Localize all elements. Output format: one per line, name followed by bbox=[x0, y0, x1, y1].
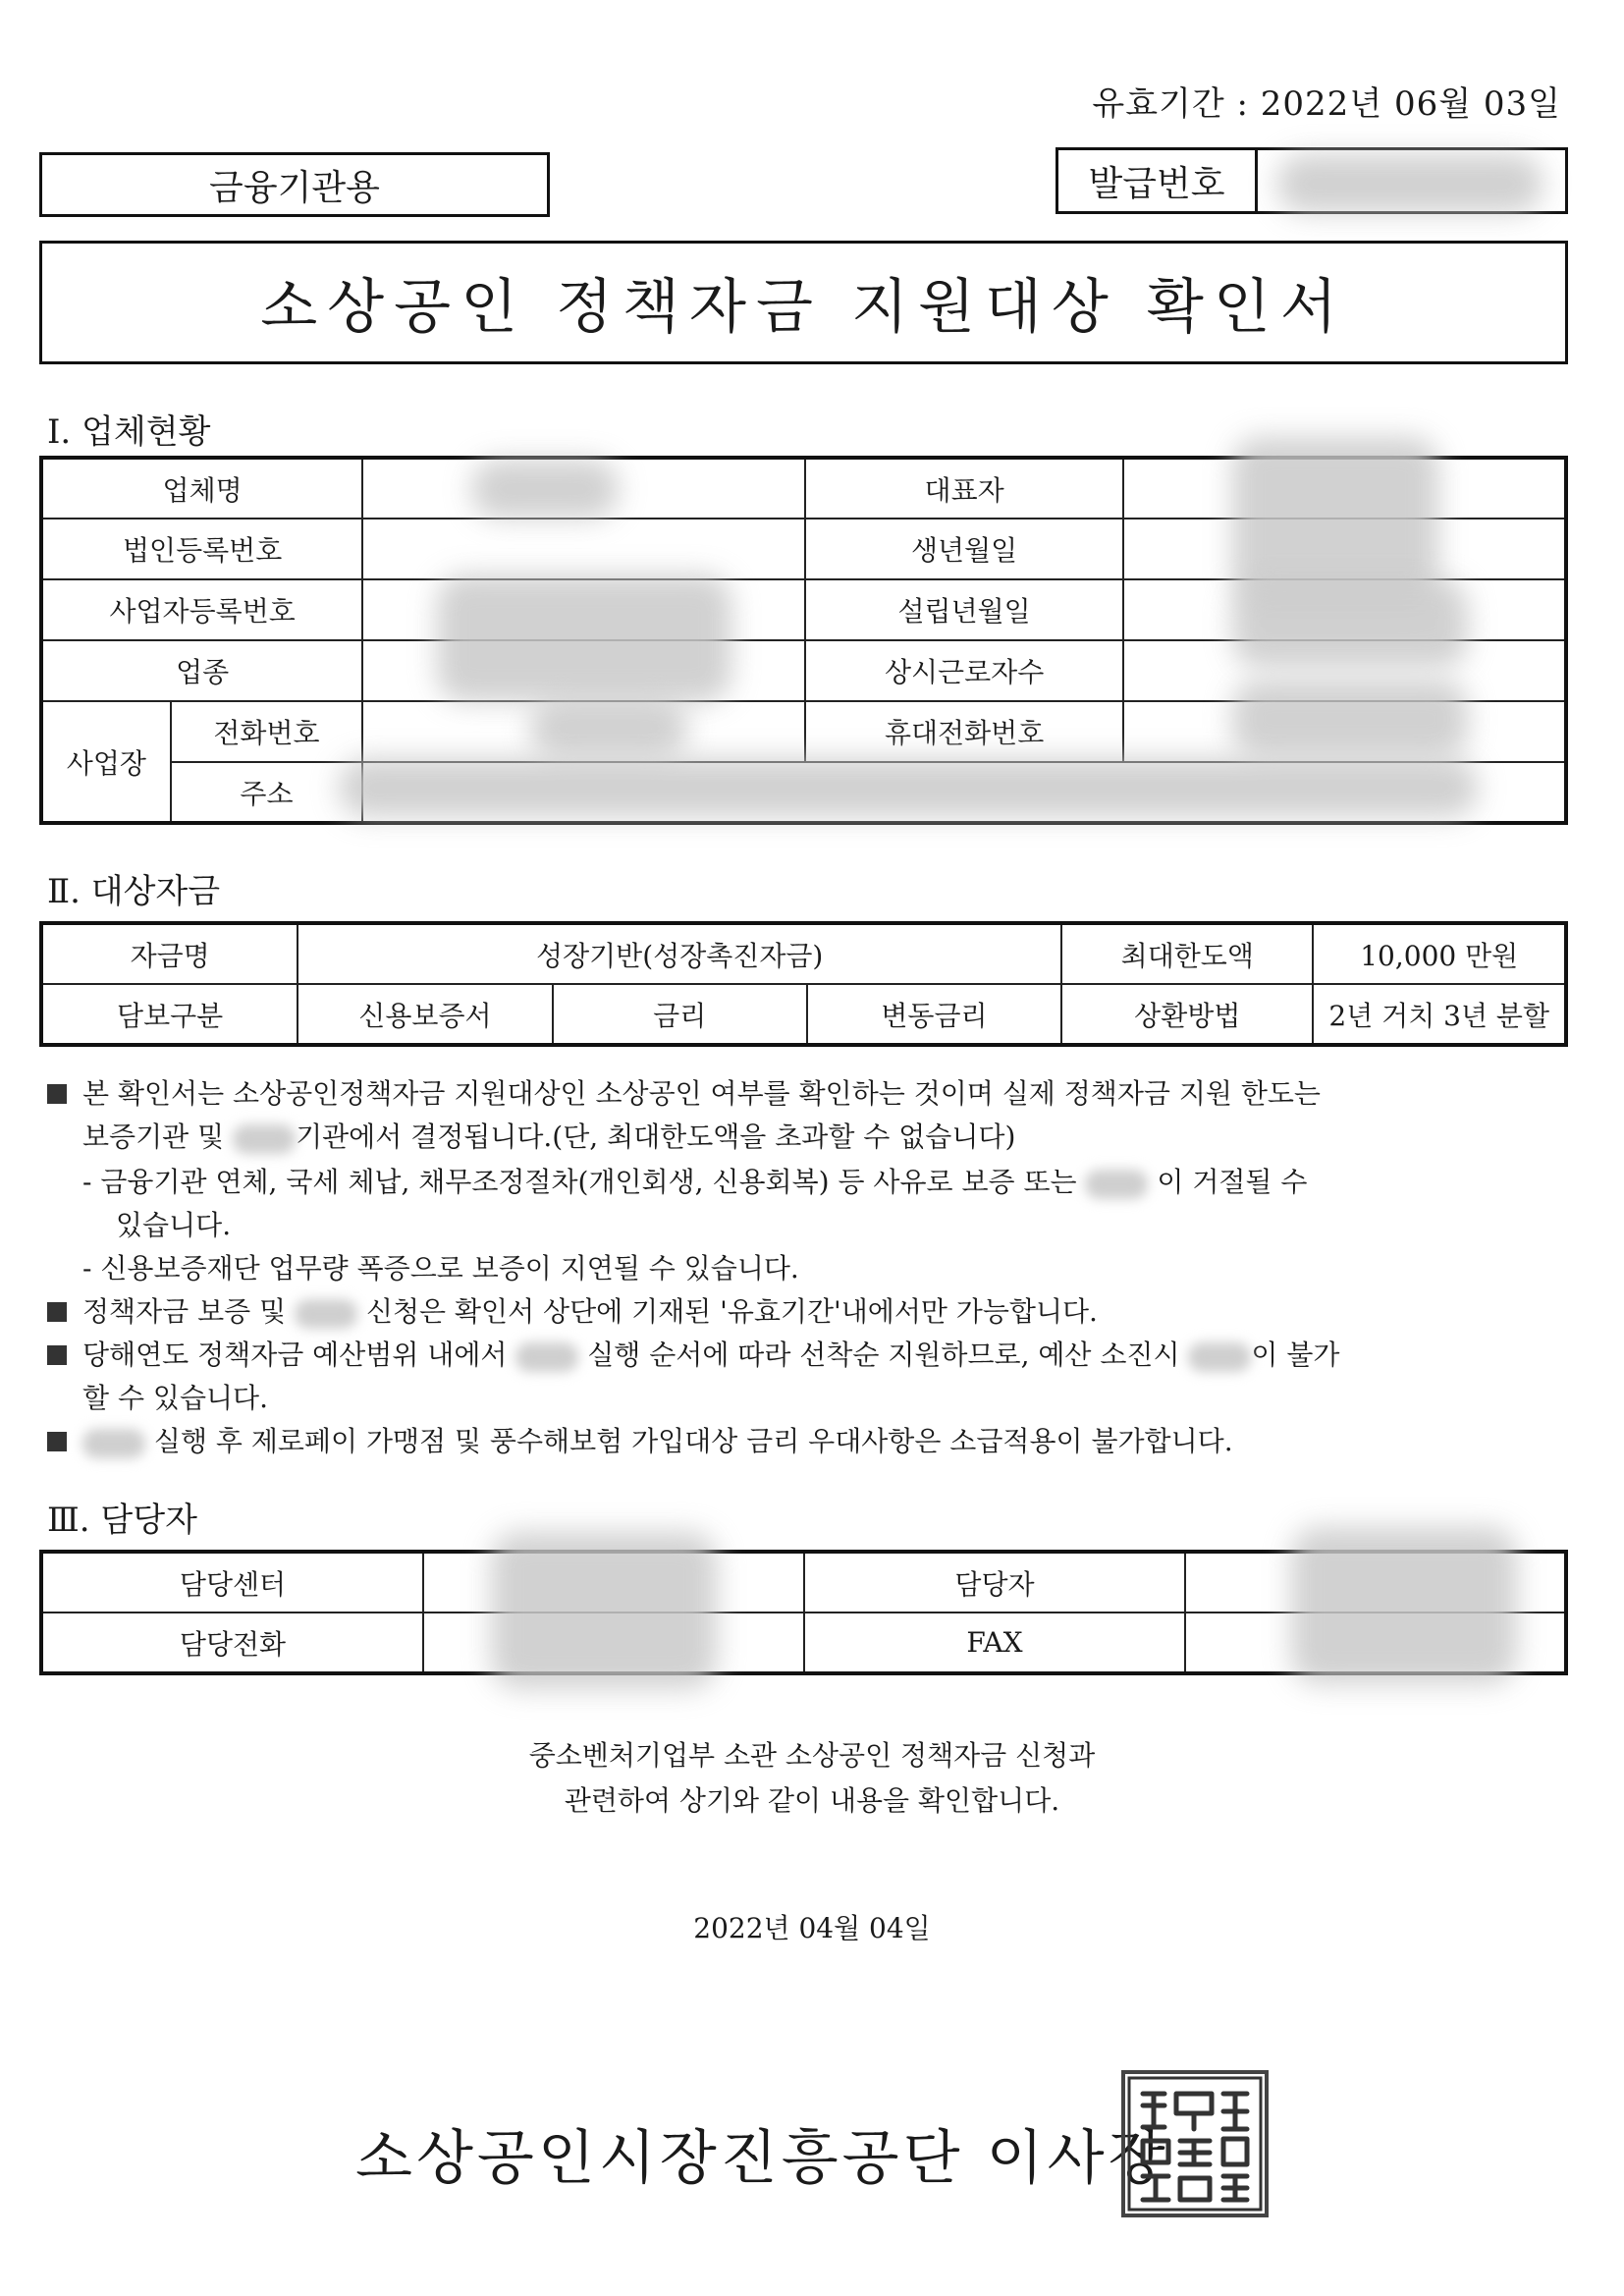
manager-label: 담당자 bbox=[804, 1552, 1185, 1613]
phone-label: 전화번호 bbox=[171, 701, 363, 762]
issue-date: 2022년 04월 04일 bbox=[693, 1912, 931, 1944]
redacted-area bbox=[471, 460, 619, 519]
redacted-area bbox=[1232, 680, 1468, 758]
center-label: 담당센터 bbox=[41, 1552, 423, 1613]
redacted-area bbox=[1232, 579, 1468, 668]
max-limit-label: 최대한도액 bbox=[1061, 923, 1313, 984]
rate-label: 금리 bbox=[553, 984, 807, 1045]
note-item: 당해연도 정책자금 예산범위 내에서 실행 순서에 따라 선착순 지원하므로, 예산 소진시 이 불가 할 수 있습니다. bbox=[47, 1334, 1569, 1420]
target-fund-table bbox=[39, 921, 1568, 1047]
issuer-name: 소상공인시장진흥공단 이사장 bbox=[355, 2124, 1169, 2193]
redacted-area bbox=[339, 758, 1478, 817]
issue-number-label: 발급번호 bbox=[1058, 150, 1258, 211]
bullet-square-icon bbox=[47, 1345, 67, 1365]
section3-heading: Ⅲ. 담당자 bbox=[47, 1501, 197, 1540]
issue-number-box bbox=[1056, 147, 1568, 214]
collateral-label: 담보구분 bbox=[41, 984, 298, 1045]
note-item: 정책자금 보증 및 신청은 확인서 상단에 기재된 '유효기간'내에서만 가능합니다. bbox=[47, 1290, 1569, 1334]
confirmation-line-2: 관련하여 상기와 같이 내용을 확인합니다. bbox=[564, 1784, 1060, 1817]
repay-label: 상환방법 bbox=[1061, 984, 1313, 1045]
section2-heading: Ⅱ. 대상자금 bbox=[47, 872, 221, 911]
mobile-label: 휴대전화번호 bbox=[805, 701, 1123, 762]
corp-reg-no-label: 법인등록번호 bbox=[41, 519, 362, 579]
founded-label: 설립년월일 bbox=[805, 579, 1123, 640]
phone-contact-label: 담당전화 bbox=[41, 1613, 423, 1673]
usage-label-box bbox=[39, 152, 550, 217]
note-item: 실행 후 제로페이 가맹점 및 풍수해보험 가입대상 금리 우대사항은 소급적용이 불가합니다. bbox=[47, 1420, 1569, 1463]
redacted-area bbox=[1085, 1170, 1148, 1199]
industry-label: 업종 bbox=[41, 640, 362, 701]
seal-pattern-icon bbox=[1125, 2074, 1265, 2214]
fund-name-label: 자금명 bbox=[41, 923, 298, 984]
bullet-square-icon bbox=[47, 1302, 67, 1322]
redacted-area bbox=[437, 574, 731, 702]
redacted-area bbox=[295, 1299, 357, 1329]
address-label: 주소 bbox=[171, 762, 363, 823]
note-item: 본 확인서는 소상공인정책자금 지원대상인 소상공인 여부를 확인하는 것이며 실제 정책자금 지원 한도는 보증기관 및 기관에서 결정됩니다.(단, 최대한도액을 초과할 수 없습니다) bbox=[47, 1072, 1569, 1159]
redacted-area bbox=[1277, 154, 1543, 213]
bullet-square-icon bbox=[47, 1432, 67, 1451]
fax-label: FAX bbox=[804, 1613, 1185, 1673]
workplace-label: 사업장 bbox=[41, 701, 171, 823]
confirmation-line-1: 중소벤처기업부 소관 소상공인 정책자금 신청과 bbox=[528, 1739, 1096, 1772]
employees-label: 상시근로자수 bbox=[805, 640, 1123, 701]
rate-value: 변동금리 bbox=[807, 984, 1061, 1045]
redacted-area bbox=[1188, 1342, 1251, 1372]
redacted-area bbox=[82, 1429, 145, 1458]
notes bbox=[47, 1072, 1569, 1463]
birth-date-label: 생년월일 bbox=[805, 519, 1123, 579]
fund-name-value: 성장기반(성장촉진자금) bbox=[298, 923, 1061, 984]
usage-label: 금융기관용 bbox=[209, 167, 380, 208]
collateral-value: 신용보증서 bbox=[298, 984, 552, 1045]
redacted-area bbox=[491, 1532, 717, 1689]
representative-label: 대표자 bbox=[805, 458, 1123, 519]
official-seal-icon bbox=[1121, 2070, 1269, 2217]
document-title-text: 소상공인 정책자금 지원대상 확인서 bbox=[260, 273, 1347, 342]
note-sub-item: - 금융기관 연체, 국세 체납, 채무조정절차(개인회생, 신용회복) 등 사유로 보증 또는 이 거절될 수 있습니다. bbox=[82, 1166, 1308, 1241]
repay-value: 2년 거치 3년 분할 bbox=[1313, 984, 1566, 1045]
redacted-area bbox=[1291, 1527, 1517, 1684]
company-name-label: 업체명 bbox=[41, 458, 362, 519]
redacted-area bbox=[233, 1124, 296, 1154]
redacted-area bbox=[515, 1342, 578, 1372]
corp-reg-no-value bbox=[362, 519, 805, 579]
section1-heading: Ⅰ. 업체현황 bbox=[47, 412, 211, 452]
biz-reg-no-label: 사업자등록번호 bbox=[41, 579, 362, 640]
document-title bbox=[39, 241, 1568, 364]
note-sub-item: - 신용보증재단 업무량 폭증으로 보증이 지연될 수 있습니다. bbox=[82, 1252, 799, 1285]
redacted-area bbox=[530, 699, 687, 758]
issue-number-value bbox=[1258, 150, 1565, 211]
max-limit-value: 10,000 만원 bbox=[1313, 923, 1566, 984]
bullet-square-icon bbox=[47, 1084, 67, 1104]
validity-date: 유효기간 : 2022년 06월 03일 bbox=[1092, 84, 1561, 124]
